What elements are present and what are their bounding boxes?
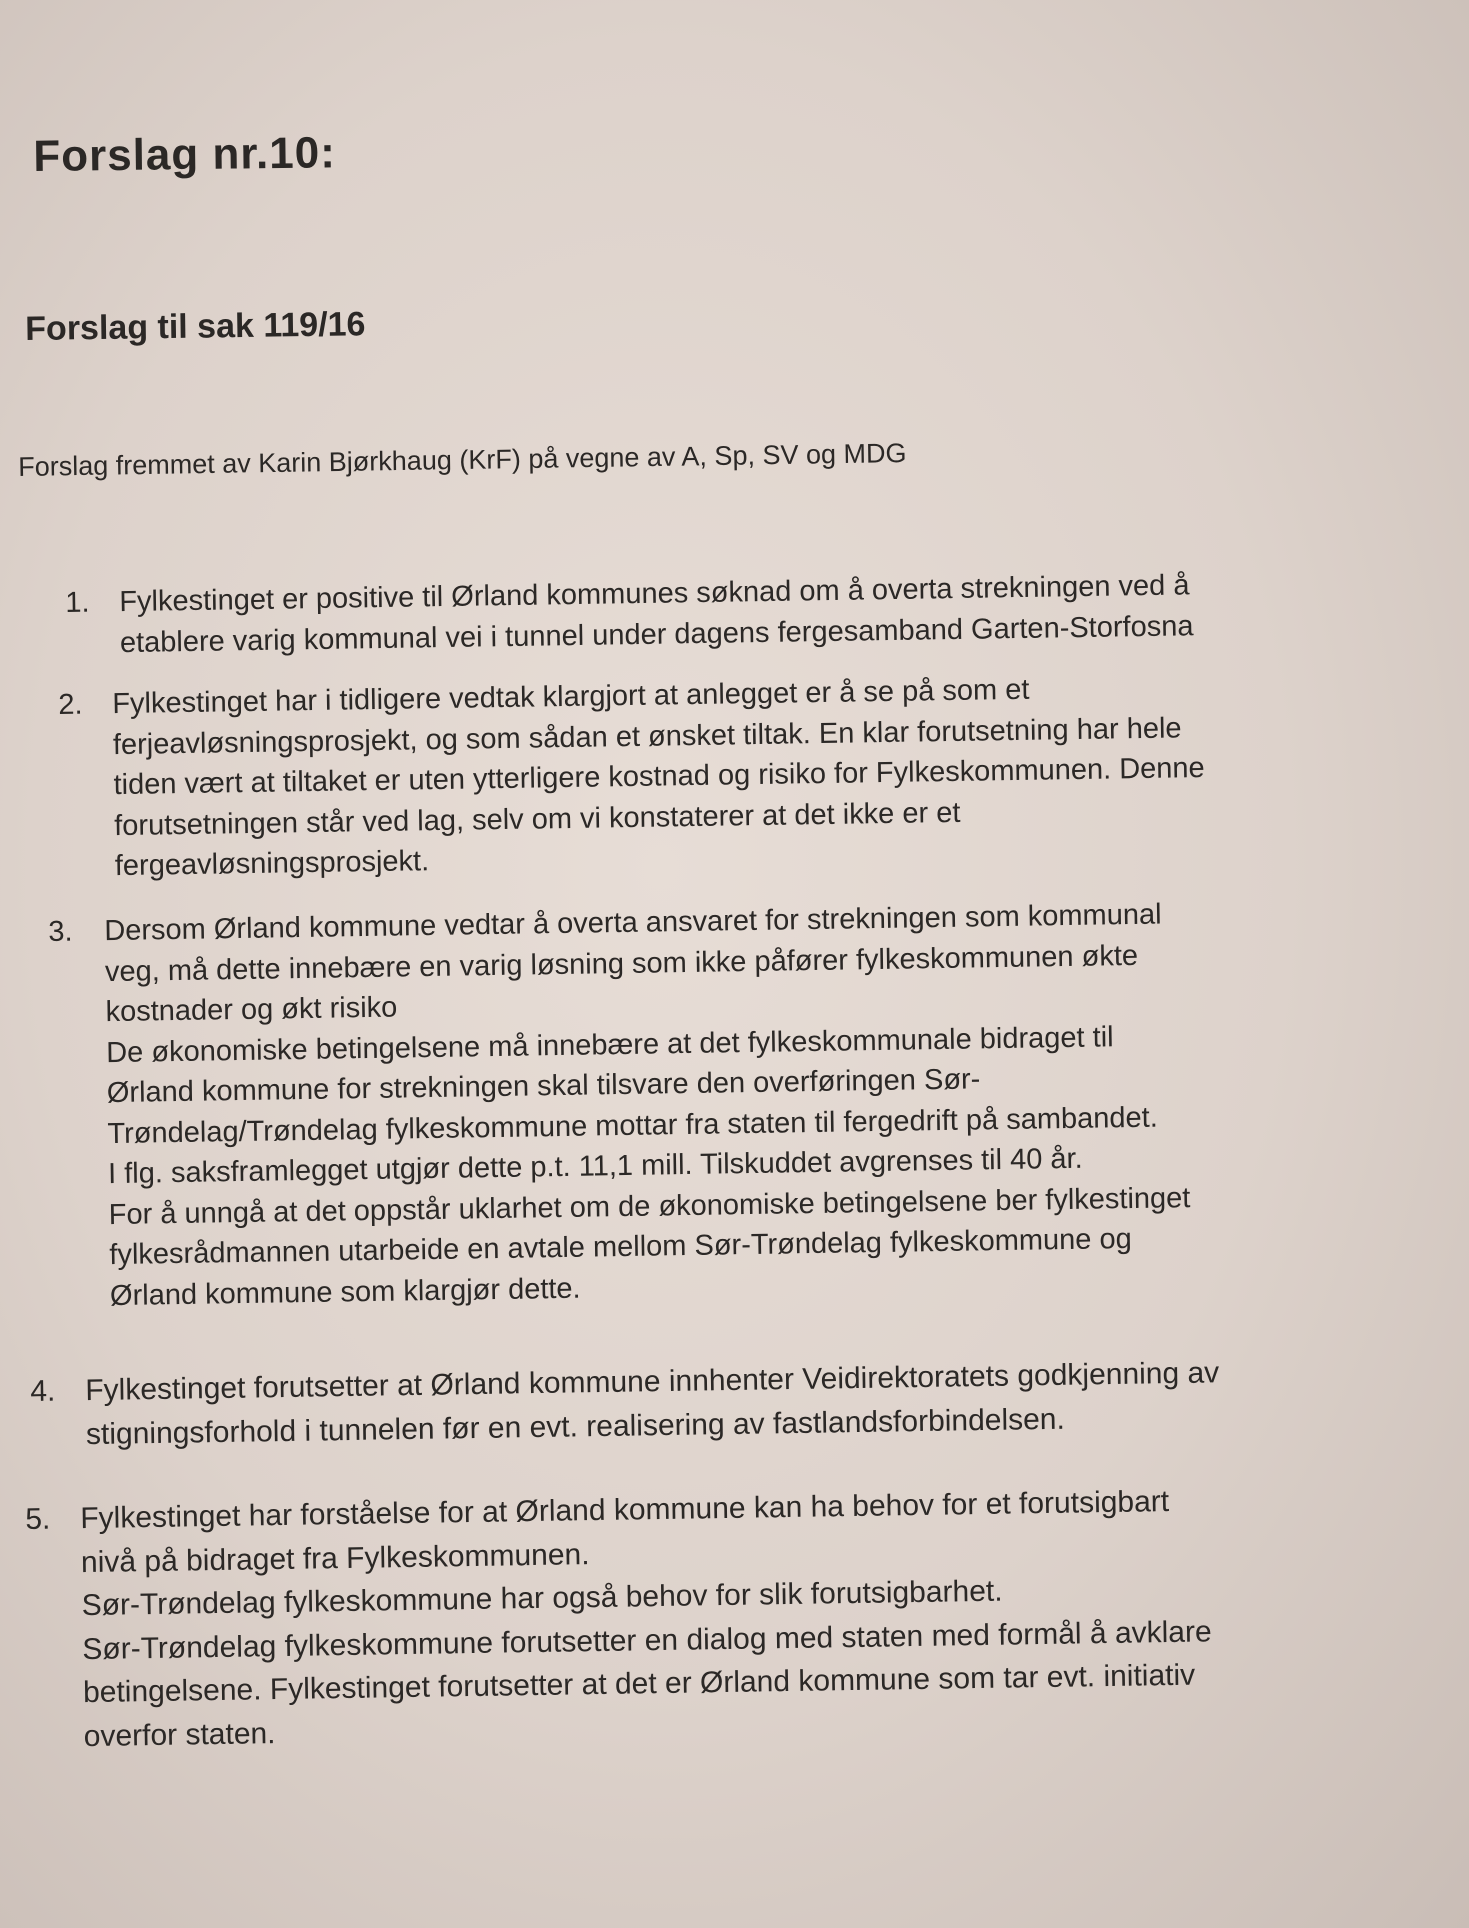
list-item-number: 5. (25, 1502, 51, 1536)
text-line: stigningsforhold i tunnelen før en evt. realisering av fastlandsforbindelsen. (85, 1402, 1066, 1452)
list-item-number: 3. (48, 915, 73, 948)
text-line: I flg. saksframlegget utgjør dette p.t. 11,1 mill. Tilskuddet avgrenses til 40 år. (107, 1142, 1083, 1191)
text-line: For å unngå at det oppstår uklarhet om de økonomiske betingelsene ber fylkestinget (108, 1181, 1191, 1231)
text-line: ferjeavløsningsprosjekt, og som sådan et ønsket tiltak. En klar forutsetning har hele (112, 711, 1182, 761)
text-line: Sør-Trøndelag fylkeskommune forutsetter en dialog med staten med formål å avklare (82, 1614, 1212, 1666)
text-line: kostnader og økt risiko (105, 991, 398, 1029)
document-subtitle: Forslag til sak 119/16 (25, 305, 366, 348)
text-line: Fylkestinget er positive til Ørland kommunes søknad om å overta strekningen ved å (119, 569, 1190, 619)
text-line: Fylkestinget har forståelse for at Ørland kommune kan ha behov for et forutsigbart (80, 1485, 1170, 1536)
text-line: betingelsene. Fylkestinget forutsetter at det er Ørland kommune som tar evt. initiativ (82, 1658, 1196, 1710)
text-line: tiden vært at tiltaket er uten ytterligere kostnad og risiko for Fylkeskommunen. Denne (113, 752, 1205, 802)
list-item-text (119, 565, 1194, 663)
text-line: Trøndelag/Trøndelag fylkeskommune mottar fra staten til fergedrift på sambandet. (107, 1101, 1158, 1150)
list-item-text (85, 1351, 1220, 1457)
list-item-text (104, 894, 1192, 1316)
text-line: forutsetningen står ved lag, selv om vi konstaterer at det ikke er et (113, 796, 961, 842)
text-line: Fylkestinget forutsetter at Ørland kommune innhenter Veidirektoratets godkjenning av (85, 1356, 1220, 1408)
text-line: overfor staten. (83, 1716, 276, 1753)
text-line: fylkesrådmannen utarbeide en avtale mellom Sør-Trøndelag fylkeskommune og (109, 1223, 1132, 1272)
text-line: Ørland kommune som klargjør dette. (109, 1272, 581, 1312)
list-item-number: 1. (65, 586, 90, 619)
text-line: nivå på bidraget fra Fylkeskommunen. (80, 1537, 590, 1579)
text-line: fergeavløsningsprosjekt. (114, 845, 430, 883)
text-line: veg, må dette innebære en varig løsning som ikke påfører fylkeskommunen økte (104, 939, 1139, 988)
text-line: Dersom Ørland kommune vedtar å overta ansvaret for strekningen som kommunal (104, 898, 1162, 948)
text-line: Fylkestinget har i tidligere vedtak klargjort at anlegget er å se på som et (112, 673, 1030, 721)
text-line: Ørland kommune for strekningen skal tilsvare den overføringen Sør- (106, 1063, 981, 1110)
list-item-number: 2. (58, 688, 83, 721)
text-line: Sør-Trøndelag fylkeskommune har også behov for slik forutsigbarhet. (81, 1574, 1003, 1623)
list-item-number: 4. (30, 1374, 56, 1408)
list-item-text (80, 1479, 1213, 1758)
proposer-line: Forslag fremmet av Karin Bjørkhaug (KrF) på vegne av A, Sp, SV og MDG (18, 438, 907, 482)
document-title: Forslag nr.10: (33, 128, 337, 181)
list-item-text (112, 667, 1206, 887)
text-line: etablere varig kommunal vei i tunnel under dagens fergesamband Garten-Storfosna (119, 609, 1194, 659)
text-line: De økonomiske betingelsene må innebære at det fylkeskommunale bidraget til (105, 1020, 1114, 1069)
